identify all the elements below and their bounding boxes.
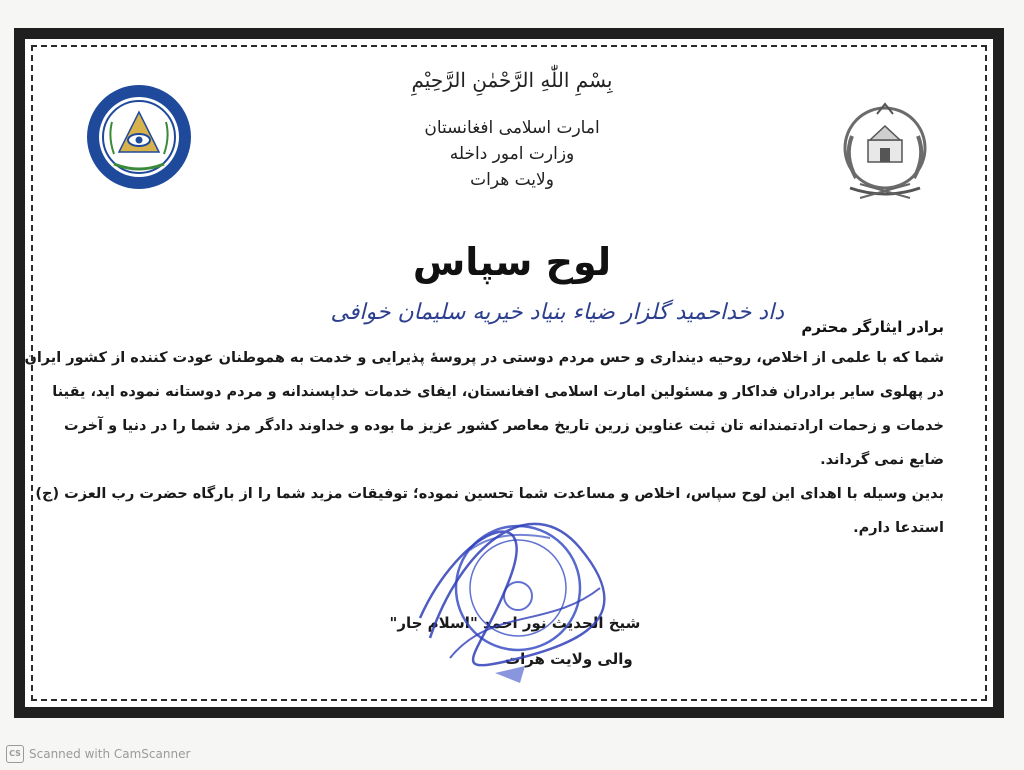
body-line-4: ضایع نمی گرداند. xyxy=(820,452,944,468)
signatory-title: والی ولایت هرات xyxy=(505,650,633,668)
body-line-6: استدعا دارم. xyxy=(853,520,944,536)
official-stamp-and-signature xyxy=(400,488,640,698)
body-line-5: بدین وسیله با اهدای این لوح سپاس، اخلاص و مساعدت شما تحسین نموده؛ توفیقات مزید شما را از بارگاه حضرت رب العزت (ج) xyxy=(35,486,944,502)
addressee-label: برادر ایثارگر محترم xyxy=(801,318,944,336)
issuer-line-1: امارت اسلامی افغانستان xyxy=(424,118,600,138)
scanner-text: Scanned with CamScanner xyxy=(29,747,191,761)
certificate-title: لوح سپاس xyxy=(412,240,612,284)
scanner-watermark xyxy=(6,744,190,764)
body-line-2: در پهلوی سایر برادران فداکار و مسئولین امارت اسلامی افغانستان، ایفای خدمات خداپسندانه و مردم دوستانه نموده اید، یقینا xyxy=(52,384,944,400)
body-line-3: خدمات و زحمات ارادتمندانه تان ثبت عناوین زرین تاریخ معاصر کشور عزیز ما بوده و خداوند دادگر مزد شما را در دنیا و آخرت xyxy=(64,418,944,434)
basmala-heading: بِسْمِ اللّٰهِ الرَّحْمٰنِ الرَّحِيْمِ xyxy=(411,68,613,92)
issuer-line-3: ولایت هرات xyxy=(470,170,554,190)
camscanner-icon: CS xyxy=(6,745,24,763)
signatory-name: شیخ الحدیث نور احمد "اسلام جار" xyxy=(389,614,641,632)
issuer-line-2: وزارت امور داخله xyxy=(449,144,575,164)
handwritten-recipient-name: داد خداحمید گلزار ضیاء بنیاد خیریه سلیمان خوافی xyxy=(330,300,784,325)
body-line-1: شما که با علمی از اخلاص، روحیه دینداری و حس مردم دوستی در پروسهٔ پذیرایی و خدمت به هموطنان عودت کننده از کشور ایران xyxy=(24,350,944,366)
